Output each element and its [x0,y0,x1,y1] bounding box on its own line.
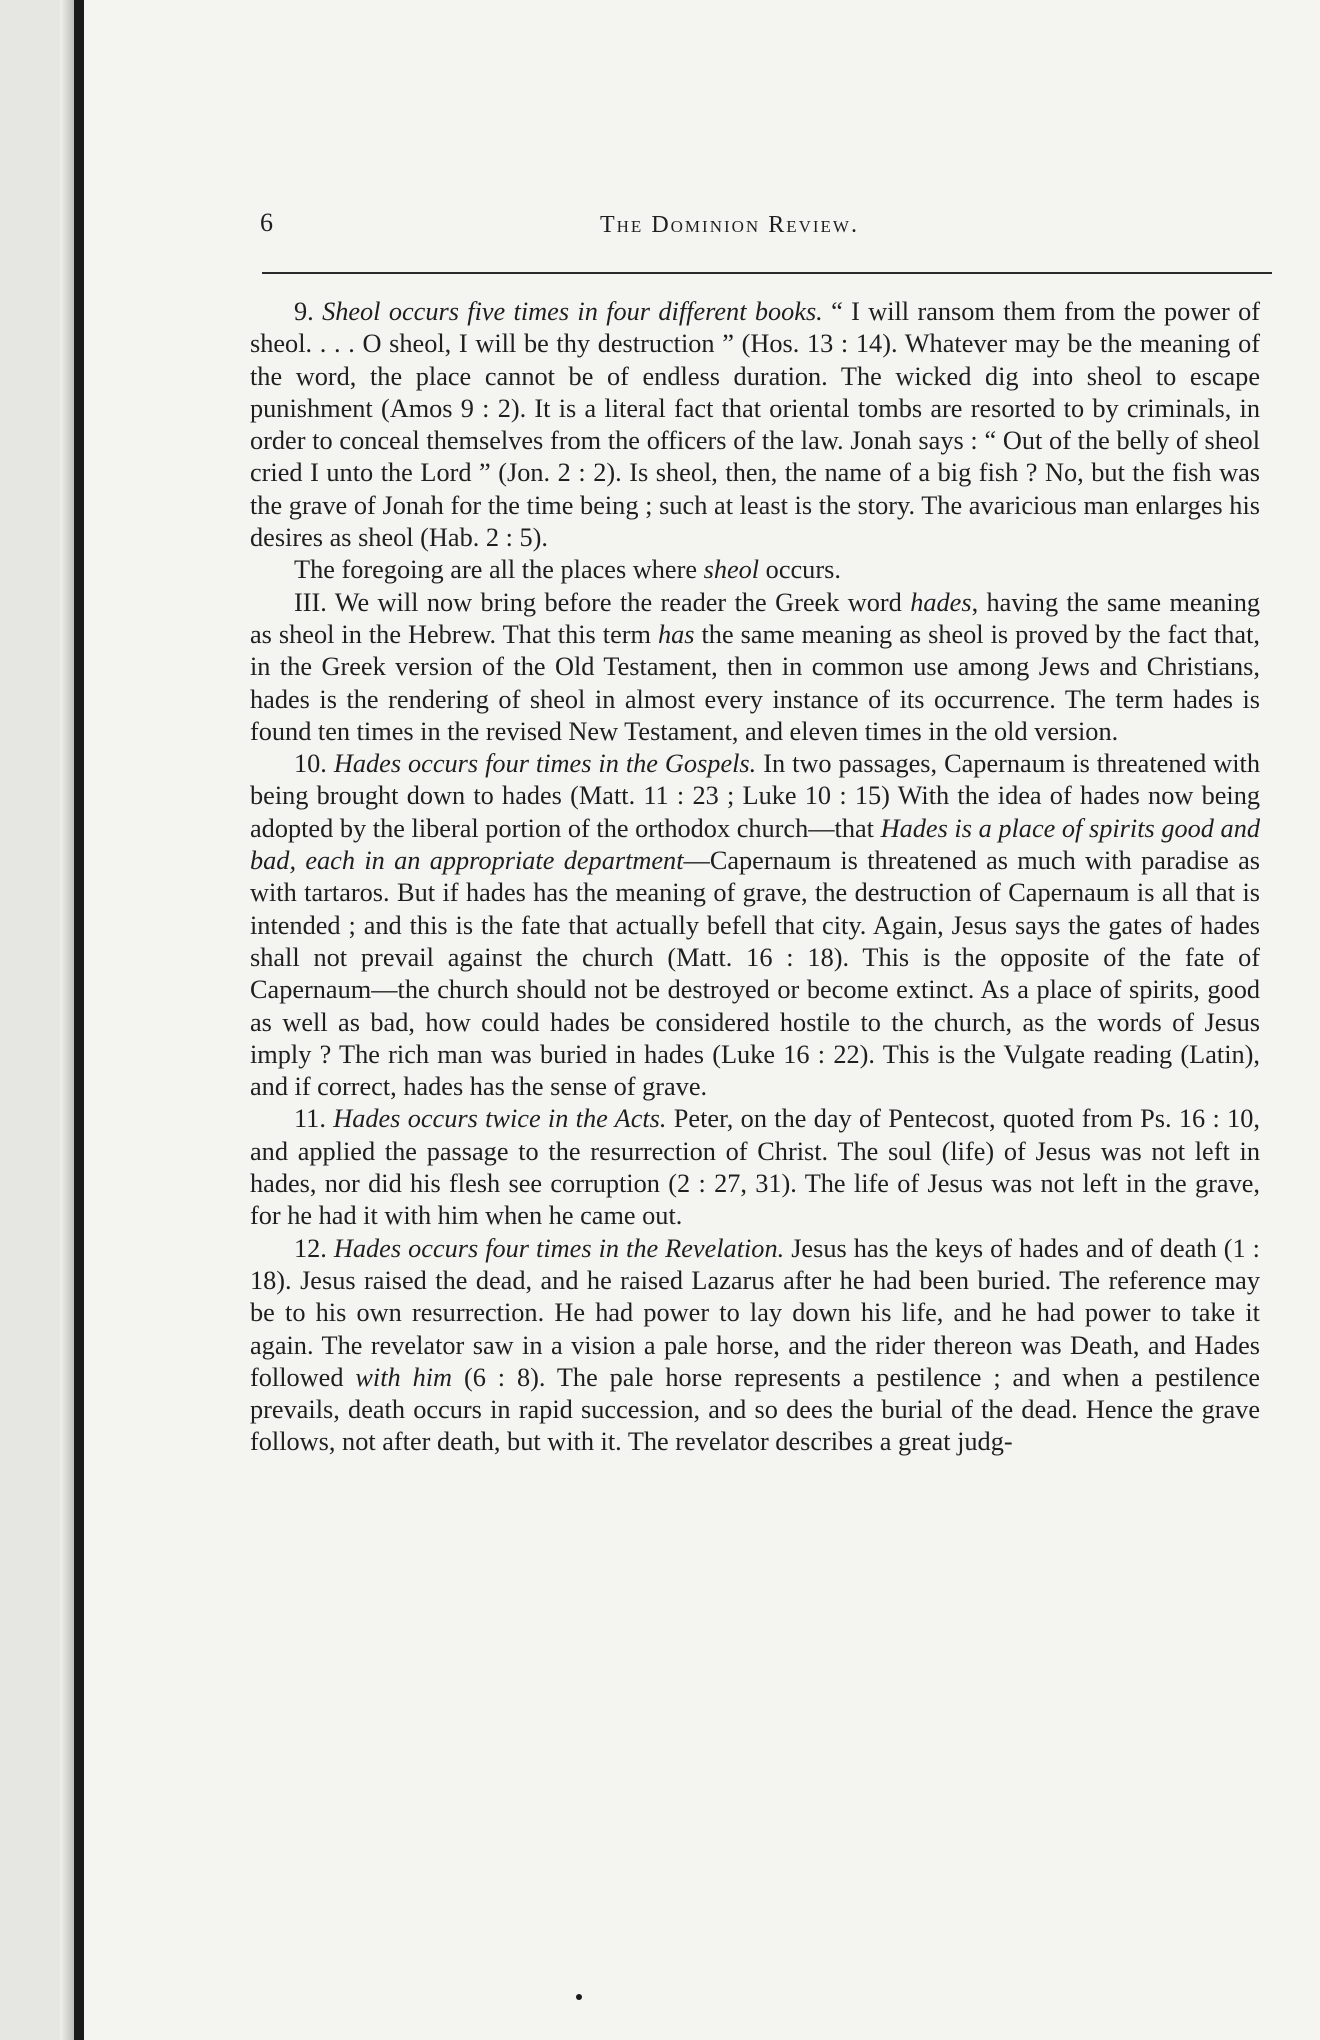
page-header [260,208,1260,258]
paragraph-text: —Capernaum is threatened as much with paradise as with tartaros. But if hades has the meaning of grave, the destruction of Capernaum is all that is intended ; and this is the fate that actually befell that city. Again, Jesus says the gates of hades shall not prevail against the church (Matt. 16 : 18). This is the opposite of the fate of Capernaum—the church should not be destroyed or become extinct. As a place of spirits, good as well as bad, how could hades be considered hostile to the church, as the words of Jesus imply ? The rich man was buried in hades (Luke 16 : 22). This is the Vulgate reading (Latin), and if correct, hades has the sense of grave. [250,846,1260,1102]
emphasis-text: hades [910,587,972,617]
section-heading: Hades occurs twice in the Acts. [333,1104,667,1134]
running-title: The Dominion Review. [600,212,859,238]
paragraph-10 [250,748,1260,1103]
paragraph-number: 11. [294,1104,334,1134]
page-gutter-shadow [60,0,74,2040]
paragraph-text: The foregoing are all the places where [294,555,704,585]
section-heading: Hades occurs four times in the Revelation. [333,1233,785,1263]
paragraph-text: In two passages, Capernaum is threatened with being brought down to hades (Matt. 11 : 23 ; Luke 10 : 15) With the idea of hades now being adopted by the liberal portion of the orthodox church—that [250,749,1261,843]
page-body [250,296,1260,1459]
ink-dot [576,1994,582,2000]
paragraph-iii [250,587,1260,748]
paragraph-number: 10. [294,749,334,779]
paragraph-number: 9. [294,297,323,326]
paragraph-text: Jesus has the keys of hades and of death (1 : 18). Jesus raised the dead, and he raised Lazarus after he had been buried. The reference may be to his own resurrection. He had power to lay down his life, and he had power to take it again. The revelator saw in a vision a pale horse, and the rider thereon was Death, and Hades followed [250,1233,1260,1392]
paragraph-text: occurs. [759,555,841,585]
section-heading: Hades occurs four times in the Gospels. [333,749,757,779]
paragraph-9 [250,296,1260,554]
emphasis-text: sheol [703,555,760,585]
paragraph-text: the same meaning as sheol is proved by the fact that, in the Greek version of the Old Testament, then in common use among Jews and Christians, hades is the rendering of sheol in almost every instance of its occurrence. The term hades is found ten times in the revised New Testament, and eleven times in the old version. [250,619,1260,746]
paragraph-text: , having the same meaning as sheol in the Hebrew. That this term [250,587,1261,649]
paragraph-text: Peter, on the day of Pentecost, quoted from Ps. 16 : 10, and applied the passage to the resurrection of Christ. The soul (life) of Jesus was not left in hades, nor did his flesh see corruption (2 : 27, 31). The life of Jesus was not left in the grave, for he had it with him when he came out. [250,1104,1260,1231]
paragraph-text: III. We will now bring before the reader the Greek word [294,587,911,617]
paragraph-text: (6 : 8). The pale horse represents a pestilence ; and when a pestilence prevails, death occurs in rapid succession, and so dees the burial of the dead. Hence the grave follows, not after death, but with it. The revelator describes a great judg- [250,1362,1260,1457]
emphasis-text: with him [355,1362,453,1392]
paragraph-text: “ I will ransom them from the power of sheol. . . . O sheol, I will be thy destruction ” (Hos. 13 : 14). Whatever may be the meaning of the word, the place cannot be of endless duration. The wicked dig into sheol to escape punishment (Amos 9 : 2). It is a literal fact that oriental tombs are resorted to by criminals, in order to conceal themselves from the officers of the law. Jonah says : “ Out of the belly of sheol cried I unto the Lord ” (Jon. 2 : 2). Is sheol, then, the name of a big fish ? No, but the fish was the grave of Jonah for the time being ; such at least is the story. The avaricious man enlarges his desires as sheol (Hab. 2 : 5). [250,297,1260,553]
header-rule [262,272,1272,274]
section-heading: Sheol occurs five times in four different books. [322,297,823,326]
paragraph-12 [250,1233,1260,1459]
page-number: 6 [260,208,273,237]
paragraph-number: 12. [294,1233,334,1263]
emphasis-text: Hades is a place of spirits good and bad, each in an appropriate department [250,813,1261,876]
paragraph-foregoing [250,554,1260,586]
emphasis-text: has [657,619,695,649]
paragraph-11 [250,1103,1260,1232]
